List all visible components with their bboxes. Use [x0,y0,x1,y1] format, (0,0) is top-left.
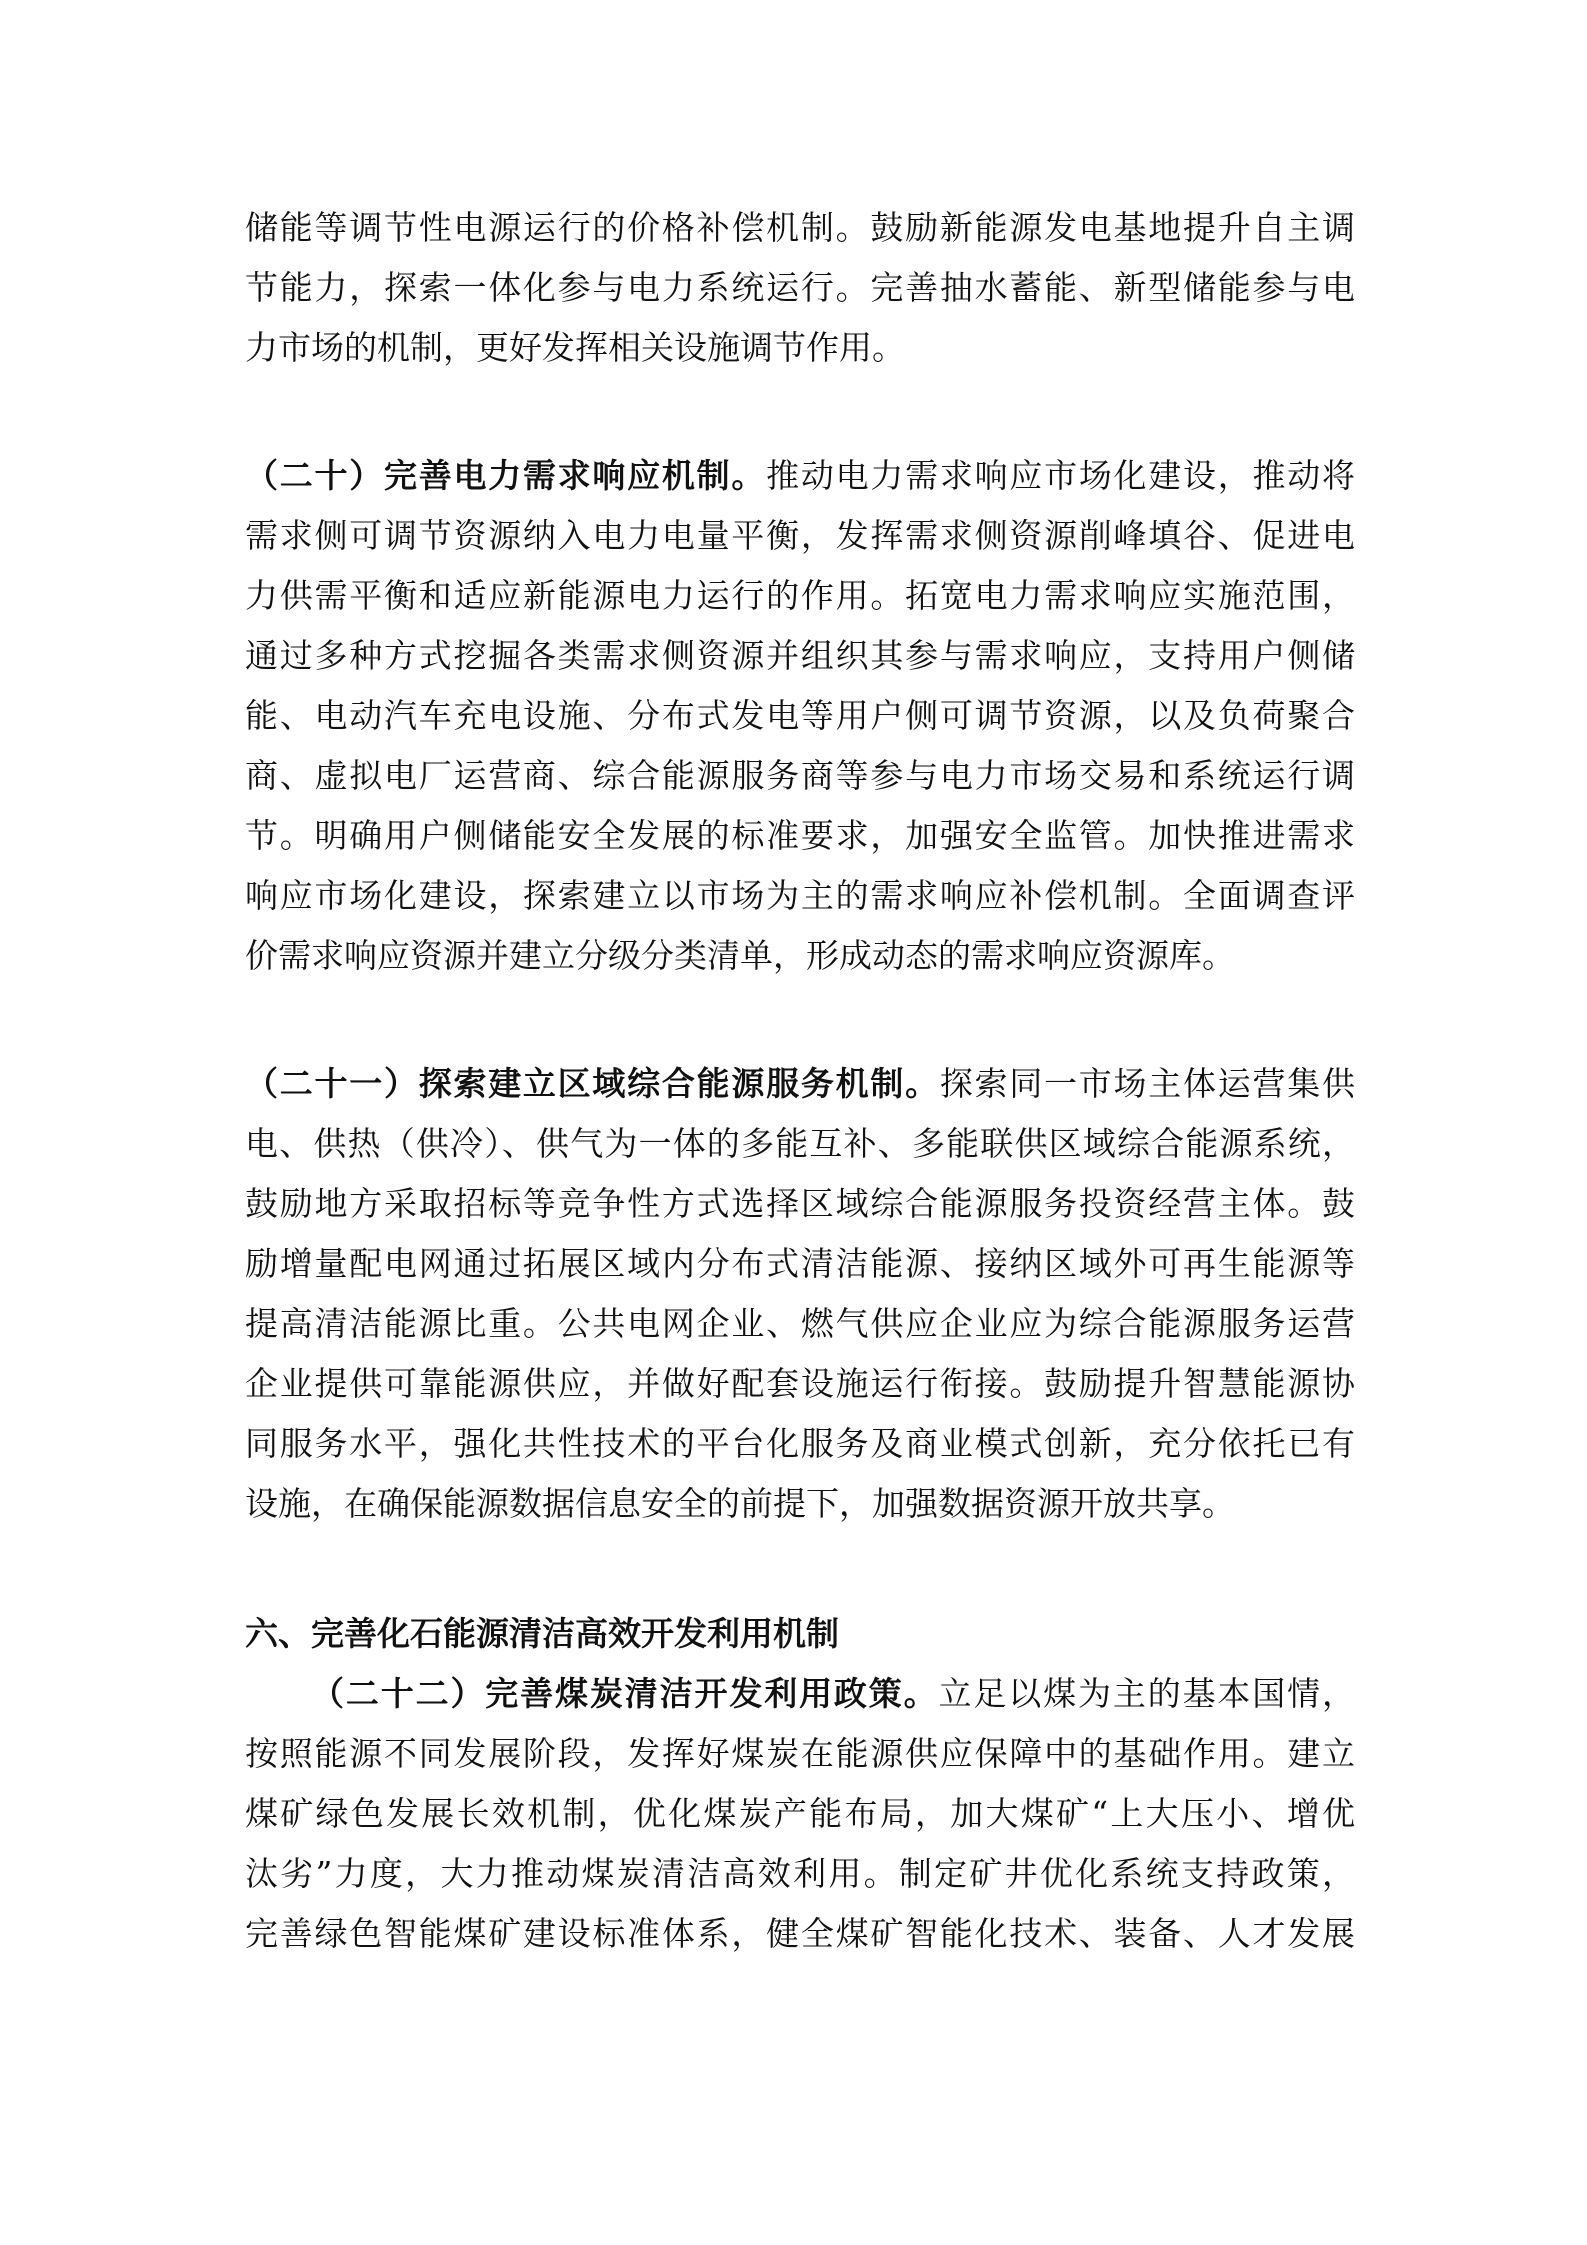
paragraph-4-heading: （二十二）完善煤炭清洁开发利用政策。 [311,1674,939,1713]
paragraph-4-first-line-text: 立足以煤为主的基本国情， [938,1674,1356,1713]
paragraph-3-line-5: 提高清洁能源比重。公共电网企业、燃气供应企业应为综合能源服务运营 [245,1304,1355,1343]
paragraph-3-line-2: 电、供热（供冷）、供气为一体的多能互补、多能联供区域综合能源系统， [245,1124,1355,1163]
paragraph-2-line-3: 力供需平衡和适应新能源电力运行的作用。拓宽电力需求响应实施范围， [245,576,1355,615]
paragraph-1-line-3: 力市场的机制，更好发挥相关设施调节作用。 [245,328,905,367]
paragraph-2-first-line-text: 推动电力需求响应市场化建设，推动将 [766,456,1356,495]
paragraph-3-heading: （二十一）探索建立区域综合能源服务机制。 [245,1064,940,1103]
paragraph-2-heading: （二十）完善电力需求响应机制。 [245,456,767,495]
paragraph-2-line-1 [245,454,1355,498]
paragraph-3-line-7: 同服务水平，强化共性技术的平台化服务及商业模式创新，充分依托已有 [245,1424,1355,1463]
paragraph-2-line-4: 通过多种方式挖掘各类需求侧资源并组织其参与需求响应，支持用户侧储 [245,636,1355,675]
paragraph-4-line-2: 按照能源不同发展阶段，发挥好煤炭在能源供应保障中的基础作用。建立 [245,1734,1355,1773]
paragraph-2-line-9: 价需求响应资源并建立分级分类清单，形成动态的需求响应资源库。 [245,936,1235,975]
paragraph-3-line-3: 鼓励地方采取招标等竞争性方式选择区域综合能源服务投资经营主体。鼓 [245,1184,1355,1223]
paragraph-4-line-4: 汰劣”力度，大力推动煤炭清洁高效利用。制定矿井优化系统支持政策， [245,1854,1355,1893]
paragraph-4-line-3: 煤矿绿色发展长效机制，优化煤炭产能布局，加大煤矿“上大压小、增优 [245,1794,1355,1833]
paragraph-4-line-1 [311,1672,1355,1716]
paragraph-2-line-5: 能、电动汽车充电设施、分布式发电等用户侧可调节资源，以及负荷聚合 [245,696,1355,735]
paragraph-2-line-6: 商、虚拟电厂运营商、综合能源服务商等参与电力市场交易和系统运行调 [245,756,1355,795]
paragraph-3-line-1 [245,1062,1355,1106]
paragraph-3-line-8: 设施，在确保能源数据信息安全的前提下，加强数据资源开放共享。 [245,1484,1235,1523]
paragraph-1-line-1: 储能等调节性电源运行的价格补偿机制。鼓励新能源发电基地提升自主调 [245,208,1355,247]
paragraph-4-line-5: 完善绿色智能煤矿建设标准体系，健全煤矿智能化技术、装备、人才发展 [245,1914,1355,1953]
paragraph-2-line-7: 节。明确用户侧储能安全发展的标准要求，加强安全监管。加快推进需求 [245,816,1355,855]
paragraph-3-line-6: 企业提供可靠能源供应，并做好配套设施运行衔接。鼓励提升智慧能源协 [245,1364,1355,1403]
paragraph-2-line-2: 需求侧可调节资源纳入电力电量平衡，发挥需求侧资源削峰填谷、促进电 [245,516,1355,555]
section-6-title: 六、完善化石能源清洁高效开发利用机制 [245,1614,839,1653]
paragraph-3-line-4: 励增量配电网通过拓展区域内分布式清洁能源、接纳区域外可再生能源等 [245,1244,1355,1283]
paragraph-1-line-2: 节能力，探索一体化参与电力系统运行。完善抽水蓄能、新型储能参与电 [245,268,1355,307]
paragraph-3-first-line-text: 探索同一市场主体运营集供 [939,1064,1356,1103]
paragraph-2-line-8: 响应市场化建设，探索建立以市场为主的需求响应补偿机制。全面调查评 [245,876,1355,915]
